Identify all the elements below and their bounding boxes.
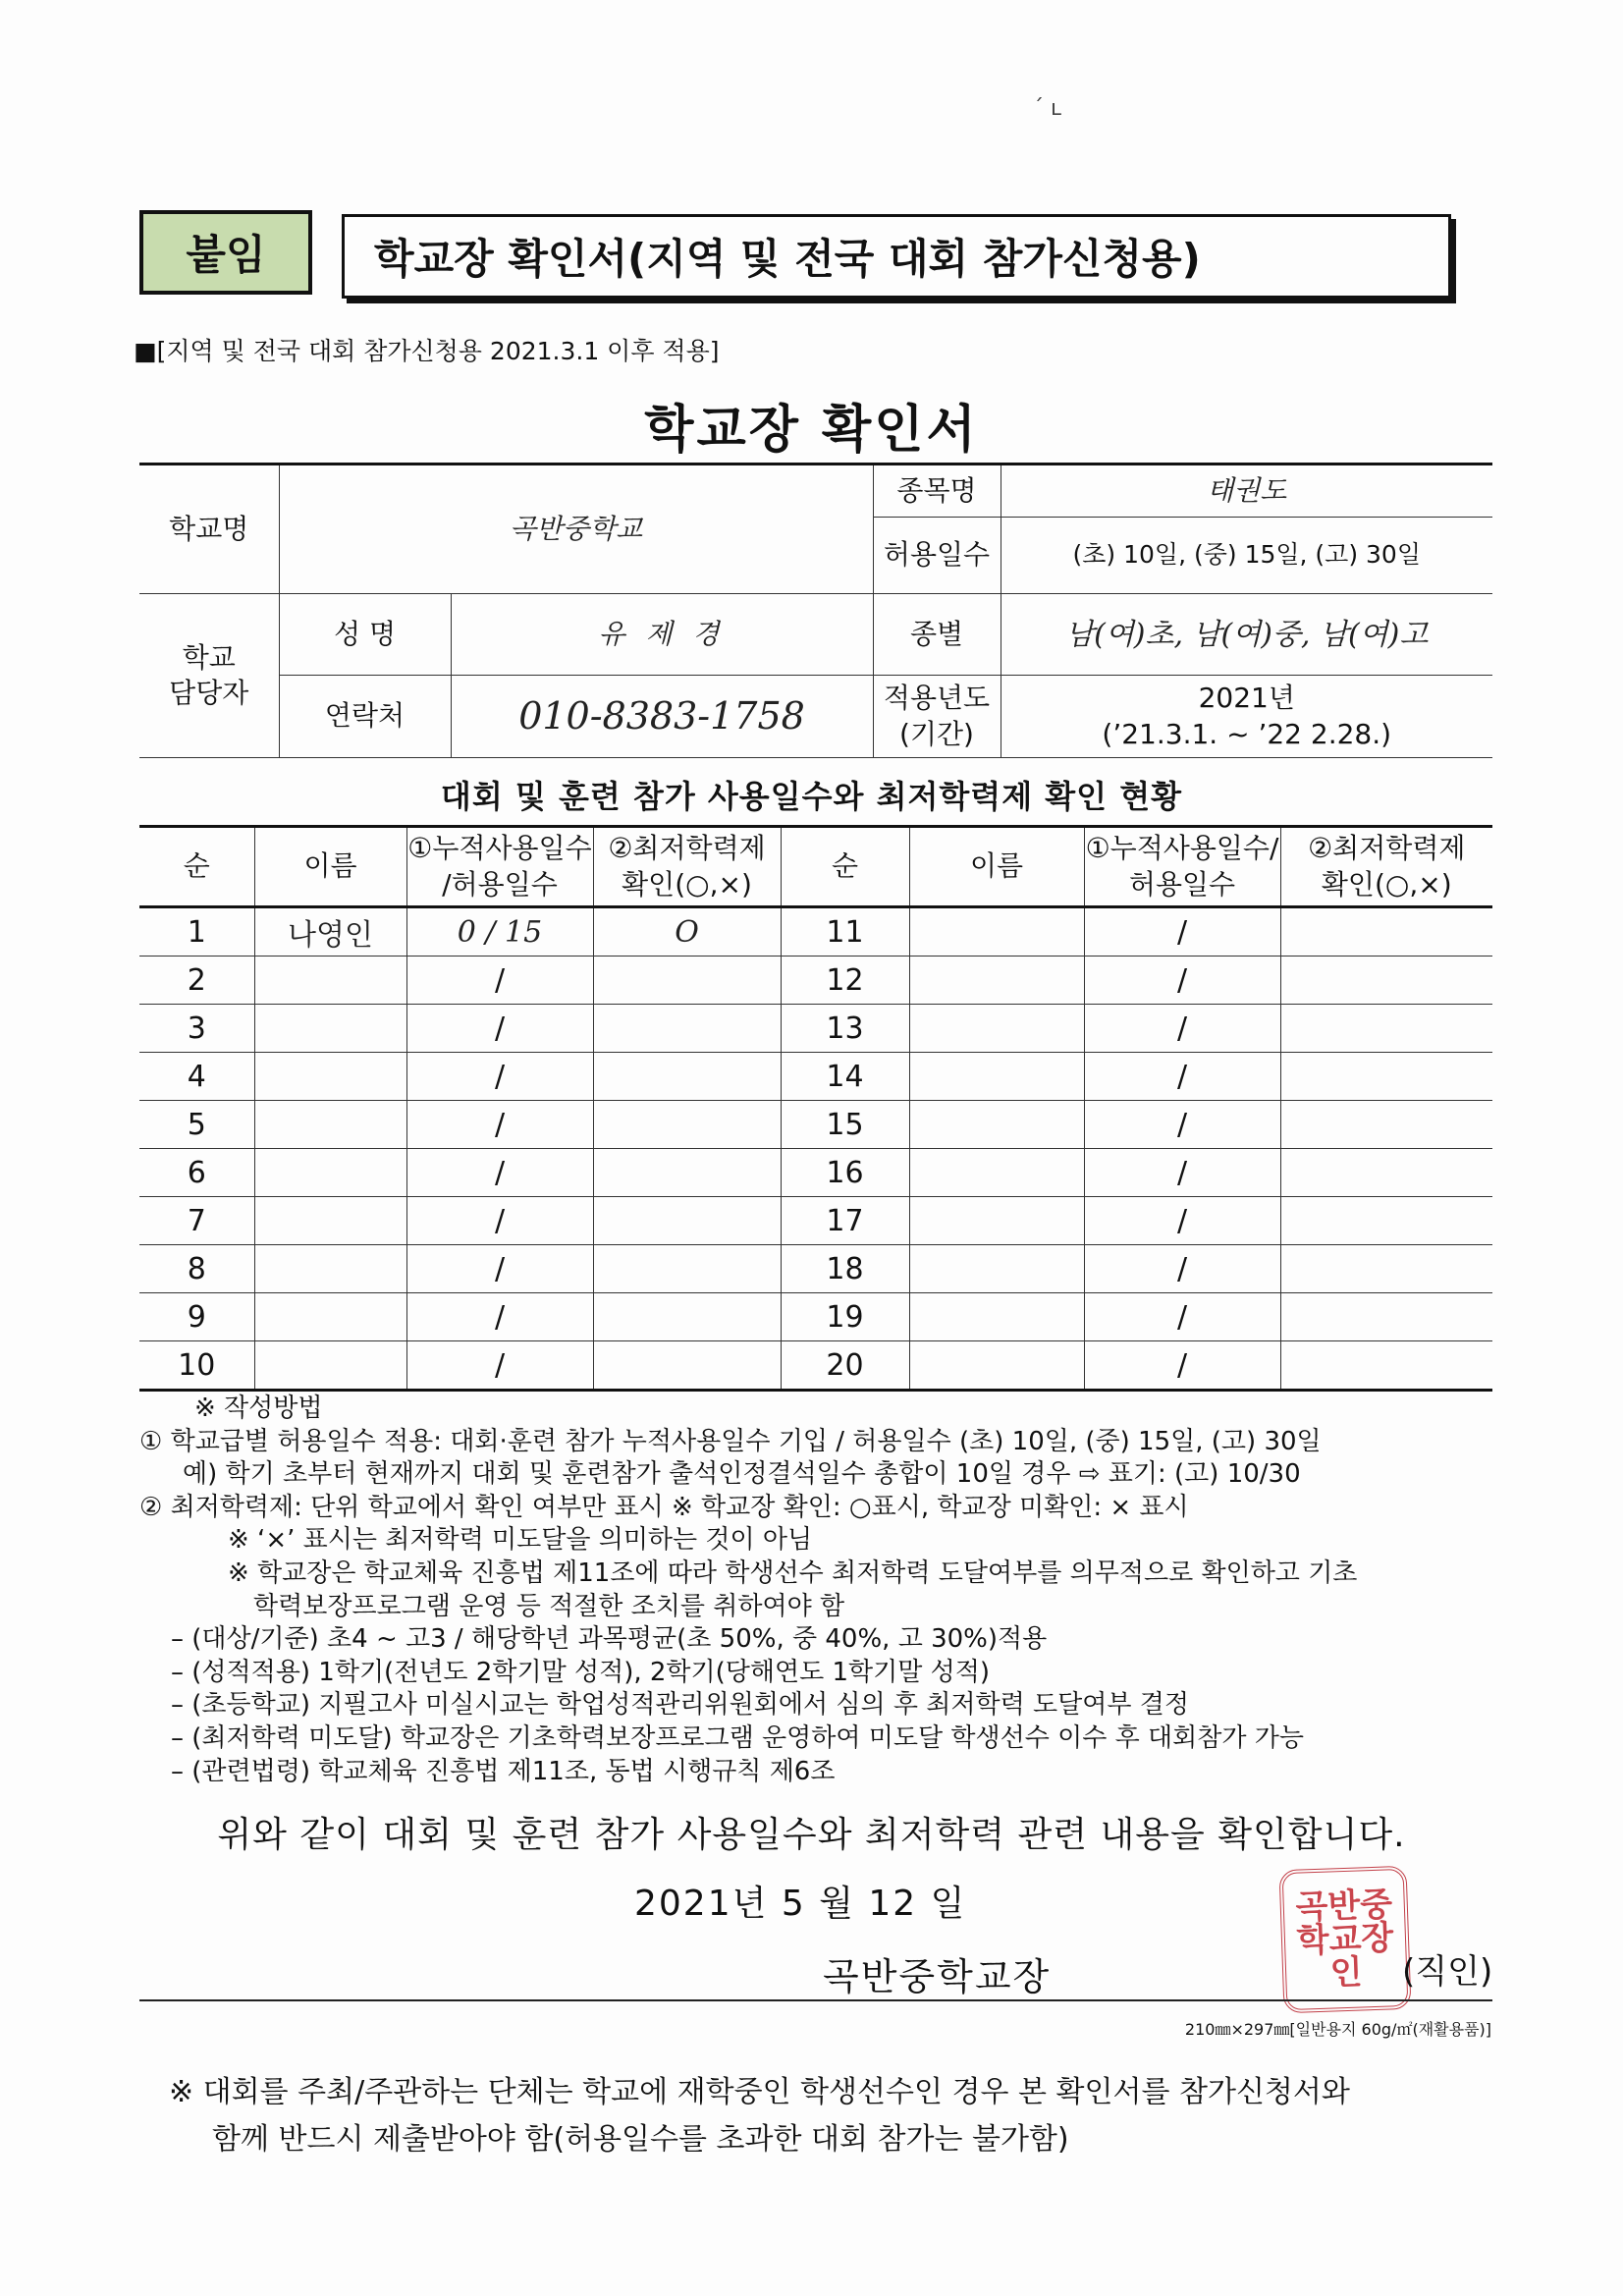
page-title: 학교장 확인서 (644, 401, 979, 460)
instruction-line: – (최저학력 미도달) 학교장은 기초학력보장프로그램 운영하여 미도달 학생선수 이수 후 대회참가 가능 (171, 1722, 1304, 1753)
days-cell: / (1084, 907, 1280, 957)
name-cell (254, 1005, 406, 1053)
instruction-line: ① 학교급별 허용일수 적용: 대회·훈련 참가 누적사용일수 기입 / 허용일수 (초) 10일, (중) 15일, (고) 30일 (139, 1426, 1322, 1456)
header-days-right: ①누적사용일수/ 허용일수 (1084, 827, 1280, 907)
footnote-line: ※ 대회를 주최/주관하는 단체는 학교에 재학중인 학생선수인 경우 본 확인서를 참가신청서와 (169, 2075, 1350, 2109)
row-number-cell: 14 (781, 1053, 909, 1101)
status-table-body (139, 907, 1492, 1391)
category-label: 종별 (873, 594, 1001, 676)
name-cell (254, 1197, 406, 1245)
academic-check-cell (593, 1149, 781, 1197)
row-number-cell: 4 (139, 1053, 254, 1101)
academic-check-cell (1280, 957, 1492, 1005)
row-number-cell: 5 (139, 1101, 254, 1149)
table-row (139, 1053, 1492, 1101)
days-cell: / (406, 1293, 593, 1341)
table-row (139, 1341, 1492, 1391)
days-cell: / (1084, 1005, 1280, 1053)
name-cell (909, 1245, 1084, 1293)
name-cell (909, 1149, 1084, 1197)
academic-check-cell: O (593, 907, 781, 957)
row-number-cell: 12 (781, 957, 909, 1005)
period-value: (’21.3.1. ~ ’22 2.28.) (1102, 717, 1392, 750)
instruction-line: – (성적적용) 1학기(전년도 2학기말 성적), 2학기(당해연도 1학기말 성적) (171, 1657, 991, 1687)
name-cell (254, 1245, 406, 1293)
category-value: 남(여)초, 남(여)중, 남(여)고 (1001, 594, 1492, 676)
instruction-line: – (관련법령) 학교체육 진흥법 제11조, 동법 시행규칙 제6조 (171, 1756, 836, 1786)
days-cell: 0 / 15 (406, 907, 593, 957)
academic-check-cell (593, 1053, 781, 1101)
days-cell: / (1084, 1101, 1280, 1149)
name-cell (254, 1341, 406, 1391)
row-number-cell: 10 (139, 1341, 254, 1391)
name-cell (909, 907, 1084, 957)
days-cell: / (406, 1341, 593, 1391)
subtitle-note: ■[지역 및 전국 대회 참가신청용 2021.3.1 이후 적용] (134, 337, 720, 365)
days-cell: / (406, 1053, 593, 1101)
row-number-cell: 7 (139, 1197, 254, 1245)
table-row (139, 1197, 1492, 1245)
confirmation-text: 위와 같이 대회 및 훈련 참가 사용일수와 최저학력 관련 내용을 확인합니다. (217, 1815, 1406, 1855)
row-number-cell: 6 (139, 1149, 254, 1197)
official-seal-icon: 곡반중 학교장 인 (1278, 1866, 1411, 2013)
row-number-cell: 1 (139, 907, 254, 957)
days-cell: / (1084, 1245, 1280, 1293)
table-row (139, 1101, 1492, 1149)
name-cell: 나영인 (254, 907, 406, 957)
attachment-label: 붙임 (139, 210, 312, 295)
days-cell: / (1084, 1149, 1280, 1197)
academic-check-cell (593, 1005, 781, 1053)
academic-check-cell (593, 1101, 781, 1149)
name-cell (909, 1053, 1084, 1101)
table-row (139, 957, 1492, 1005)
academic-check-cell (593, 1341, 781, 1391)
status-title: 대회 및 훈련 참가 사용일수와 최저학력제 확인 현황 (440, 778, 1183, 815)
days-cell: / (406, 957, 593, 1005)
row-number-cell: 17 (781, 1197, 909, 1245)
table-row (139, 1005, 1492, 1053)
year-cell (1001, 676, 1492, 758)
days-cell: / (1084, 1197, 1280, 1245)
days-cell: / (1084, 1053, 1280, 1101)
school-name-label: 학교명 (139, 465, 279, 594)
days-cell: / (1084, 1293, 1280, 1341)
days-cell: / (1084, 957, 1280, 1005)
row-number-cell: 9 (139, 1293, 254, 1341)
academic-check-cell (1280, 1197, 1492, 1245)
name-cell (909, 957, 1084, 1005)
year-value: 2021년 (1198, 682, 1295, 715)
footnote-line: 함께 반드시 제출받아야 함(허용일수를 초과한 대회 참가는 불가함) (212, 2122, 1069, 2157)
header-name-left: 이름 (254, 827, 406, 907)
academic-check-cell (1280, 1341, 1492, 1391)
header-academic-right: ②최저학력제 확인(○,×) (1280, 827, 1492, 907)
academic-check-cell (1280, 1101, 1492, 1149)
header-days-left: ①누적사용일수 /허용일수 (406, 827, 593, 907)
instruction-line: – (초등학교) 지필고사 미실시교는 학업성적관리위원회에서 심의 후 최저학력 도달여부 결정 (171, 1690, 1189, 1721)
days-cell: / (406, 1149, 593, 1197)
name-cell (909, 1101, 1084, 1149)
academic-check-cell (1280, 1053, 1492, 1101)
footnote (169, 2069, 1350, 2163)
days-cell: / (406, 1245, 593, 1293)
table-row (139, 1149, 1492, 1197)
seal-label: (직인) (1402, 1952, 1493, 1992)
name-cell (254, 1149, 406, 1197)
name-cell (254, 1101, 406, 1149)
table-row (139, 907, 1492, 957)
divider (139, 1999, 1492, 2001)
allowed-days-value: (초) 10일, (중) 15일, (고) 30일 (1001, 518, 1492, 594)
row-number-cell: 8 (139, 1245, 254, 1293)
school-name-value: 곡반중학교 (279, 465, 873, 594)
header-no-right: 순 (781, 827, 909, 907)
row-number-cell: 3 (139, 1005, 254, 1053)
name-cell (909, 1293, 1084, 1341)
academic-check-cell (593, 1197, 781, 1245)
instruction-line: – (대상/기준) 초4 ~ 고3 / 해당학년 과목평균(초 50%, 중 40%, 고 30%)적용 (171, 1624, 1048, 1655)
academic-check-cell (593, 1293, 781, 1341)
year-label: 적용년도 (기간) (873, 676, 1001, 758)
instruction-line: ※ ‘×’ 표시는 최저학력 미도달을 의미하는 것이 아님 (228, 1525, 813, 1556)
header-academic-left: ②최저학력제 확인(○,×) (593, 827, 781, 907)
row-number-cell: 13 (781, 1005, 909, 1053)
status-table (139, 825, 1492, 1392)
paper-spec: 210㎜×297㎜[일반용지 60g/㎡(재활용품)] (1184, 2020, 1491, 2039)
name-cell (254, 1053, 406, 1101)
allowed-days-label: 허용일수 (873, 518, 1001, 594)
instruction-line: ※ 학교장은 학교체육 진흥법 제11조에 따라 학생선수 최저학력 도달여부를 의무적으로 확인하고 기초 (228, 1558, 1358, 1588)
event-value: 태권도 (1001, 465, 1492, 518)
document-header (342, 214, 1451, 299)
table-row (139, 1293, 1492, 1341)
table-row (139, 1245, 1492, 1293)
name-cell (909, 1005, 1084, 1053)
principal-name: 곡반중학교장 (823, 1955, 1052, 1998)
academic-check-cell (593, 957, 781, 1005)
instruction-line: ② 최저학력제: 단위 학교에서 확인 여부만 표시 ※ 학교장 확인: ○표시, 학교장 미확인: × 표시 (139, 1492, 1189, 1522)
name-cell (909, 1197, 1084, 1245)
name-cell (909, 1341, 1084, 1391)
days-cell: / (1084, 1341, 1280, 1391)
name-cell (254, 1293, 406, 1341)
days-cell: / (406, 1005, 593, 1053)
academic-check-cell (1280, 907, 1492, 957)
manager-name-value: 유 제 경 (451, 594, 873, 676)
academic-check-cell (593, 1245, 781, 1293)
instruction-line: 예) 학기 초부터 현재까지 대회 및 훈련참가 출석인정결석일수 총합이 10일 경우 ⇨ 표기: (고) 10/30 (183, 1459, 1301, 1490)
instructions-heading: ※ 작성방법 (194, 1394, 323, 1423)
academic-check-cell (1280, 1245, 1492, 1293)
instructions (139, 1393, 1514, 1788)
row-number-cell: 18 (781, 1245, 909, 1293)
name-label: 성 명 (279, 594, 451, 676)
info-table (139, 463, 1492, 758)
instruction-line: 학력보장프로그램 운영 등 적절한 조치를 취하여야 함 (253, 1591, 845, 1621)
days-cell: / (406, 1101, 593, 1149)
row-number-cell: 11 (781, 907, 909, 957)
row-number-cell: 15 (781, 1101, 909, 1149)
academic-check-cell (1280, 1149, 1492, 1197)
row-number-cell: 19 (781, 1293, 909, 1341)
event-label: 종목명 (873, 465, 1001, 518)
days-cell: / (406, 1197, 593, 1245)
name-cell (254, 957, 406, 1005)
pen-marks: ˊ ʟ (1033, 96, 1062, 121)
document-header-text: 학교장 확인서(지역 및 전국 대회 참가신청용) (374, 235, 1201, 283)
contact-value: 010-8383-1758 (451, 676, 873, 758)
signature-date: 2021년 5 월 12 일 (634, 1884, 967, 1924)
row-number-cell: 20 (781, 1341, 909, 1391)
academic-check-cell (1280, 1005, 1492, 1053)
row-number-cell: 16 (781, 1149, 909, 1197)
contact-label: 연락처 (279, 676, 451, 758)
academic-check-cell (1280, 1293, 1492, 1341)
header-no-left: 순 (139, 827, 254, 907)
manager-label: 학교 담당자 (139, 594, 279, 758)
row-number-cell: 2 (139, 957, 254, 1005)
header-name-right: 이름 (909, 827, 1084, 907)
